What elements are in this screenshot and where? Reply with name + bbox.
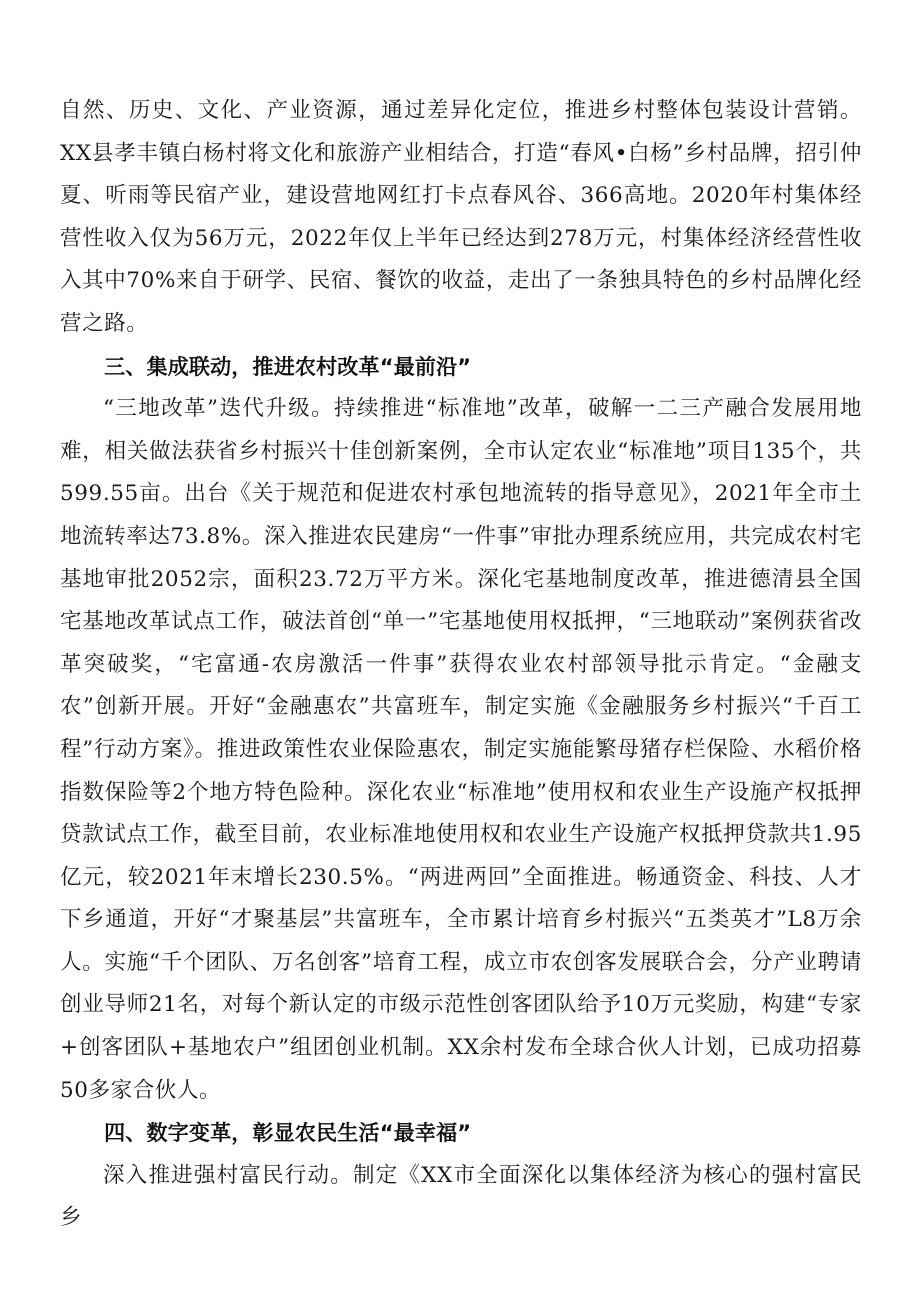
body-paragraph-reform: “三地改革”迭代升级。持续推进“标准地”改革，破解一二三产融合发展用地难，相关做法获省乡村振兴十佳创新案例，全市认定农业“标准地”项目135个，共599.55亩。出台《关于规范和促进农村承包地流转的指导意见》，2021年全市土地流转率达73.8%。深入推进农民建房“一件事”审批办理系统应用，共完成农村宅基地审批2052宗，面积23.72万平方米。深化宅基地制度改革，推进德清县全国宅基地改革试点工作，破法首创“单一”宅基地使用权抵押，“三地联动”案例获省改革突破奖，“宅富通-农房激活一件事”获得农业农村部领导批示肯定。“金融支农”创新开展。开好“金融惠农”共富班车，制定实施《金融服务乡村振兴“千百工程”行动方案》。推进政策性农业保险惠农，制定实施能繁母猪存栏保险、水稻价格指数保险等2个地方特色险种。深化农业“标准地”使用权和农业生产设施产权抵押贷款试点工作，截至目前，农业标准地使用权和农业生产设施产权抵押贷款共1.95亿元，较2021年末增长230.5%。“两进两回”全面推进。畅通资金、科技、人才下乡通道，开好“才聚基层”共富班车，全市累计培育乡村振兴“五类英才”L8万余人。实施“千个团队、万名创客”培育工程，成立市农创客发展联合会，分产业聘请创业导师21名，对每个新认定的市级示范性创客团队给予10万元奖励，构建“专家+创客团队+基地农户”组团创业机制。XX余村发布全球合伙人计划，已成功招募50多家合伙人。: [60, 396, 862, 1103]
section-heading-three: 三、集成联动，推进农村改革“最前沿”: [104, 354, 472, 379]
body-paragraph-continued: 自然、历史、文化、产业资源，通过差异化定位，推进乡村整体包装设计营销。XX县孝丰镇白杨村将文化和旅游产业相结合，打造“春风•白杨”乡村品牌，招引仲夏、听雨等民宿产业，建设营地网红打卡点春风谷、366高地。2020年村集体经营性收入仅为56万元，2022年仅上半年已经达到278万元，村集体经济经营性收入其中70%来自于研学、民宿、餐饮的收益，走出了一条独具特色的乡村品牌化经营之路。: [60, 98, 862, 336]
body-paragraph-digital: 深入推进强村富民行动。制定《XX市全面深化以集体经济为核心的强村富民乡: [60, 1162, 862, 1231]
section-heading-four: 四、数字变革，彰显农民生活“最幸福”: [104, 1121, 472, 1146]
